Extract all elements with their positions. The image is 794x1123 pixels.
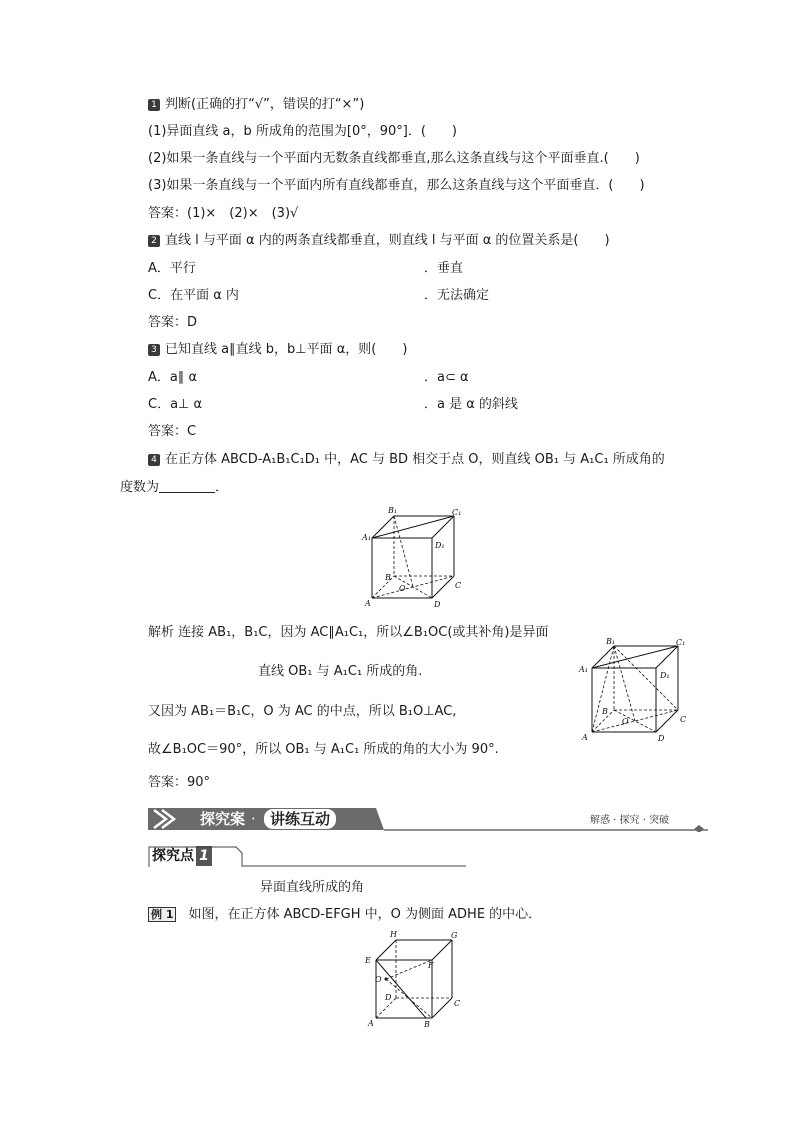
q4-prompt-line2 [120, 479, 228, 497]
answer-blank [159, 480, 215, 493]
fig3-label-h: H [390, 930, 397, 939]
fig1-label-d1: D₁ [435, 541, 445, 550]
fig1-label-c1: C₁ [452, 508, 462, 517]
q2-option-d: ．无法确定 [424, 288, 490, 303]
fig2-label-d: D [658, 734, 665, 743]
fig2-label-d1: D₁ [660, 671, 670, 680]
q1-prompt-text: 判断(正确的打“√”，错误的打“×”) [165, 97, 365, 112]
q1-prompt [148, 96, 364, 114]
fig3-label-f: F [428, 961, 434, 970]
fig1-label-a: A [365, 599, 371, 608]
q2-option-b: ．垂直 [424, 261, 464, 276]
fig2-label-a: A [582, 733, 588, 742]
q3-answer: 答案：C [148, 424, 197, 439]
banner-subtitle: 讲练互动 [264, 809, 336, 829]
section-tag-label: 探究点 [152, 848, 194, 864]
banner-title: 探究案 [200, 810, 246, 828]
fig1-label-d: D [434, 600, 441, 609]
q4-prompt-end: ． [215, 480, 229, 495]
q3-prompt-text: 已知直线 a∥直线 b，b⊥平面 α，则( ) [165, 342, 408, 357]
banner-dot: · [251, 810, 256, 828]
fig1-label-b1: B₁ [388, 506, 398, 515]
cube-figure-3 [362, 928, 466, 1032]
q1-answer: 答案：(1)× (2)× (3)√ [148, 206, 299, 221]
section-tag-frame [148, 846, 468, 868]
fig3-label-d: D [385, 993, 392, 1002]
fig2-label-b: B [602, 707, 608, 716]
q1-item-2: (2)如果一条直线与一个平面内无数条直线都垂直,那么这条直线与这个平面垂直.( ) [148, 151, 640, 166]
cube-figure-2 [576, 634, 694, 748]
example-text: 如图，在正方体 ABCD-EFGH 中，O 为侧面 ADHE 的中心． [188, 907, 542, 922]
fig1-label-o: O [399, 584, 406, 593]
fig2-label-a1: A₁ [579, 665, 588, 674]
section-heading: 异面直线所成的角 [260, 880, 365, 895]
q4-prompt-line2-text: 度数为 [120, 480, 160, 495]
fig3-label-a: A [368, 1019, 374, 1028]
fig1-label-a1: A₁ [362, 533, 371, 542]
fig2-label-o: O [622, 717, 629, 726]
q3-option-c: C．a⊥ α [148, 397, 203, 412]
q2-prompt [148, 232, 610, 250]
banner-right-text: 解惑 · 探究 · 突破 [590, 815, 670, 826]
q3-option-b: ．a⊂ α [424, 370, 469, 385]
cube-figure-1 [360, 504, 470, 610]
fig3-label-g: G [451, 931, 458, 940]
q1-badge: 1 [148, 99, 160, 111]
q3-option-a: A．a∥ α [148, 370, 198, 385]
fig2-label-c1: C₁ [676, 638, 686, 647]
fig3-label-e: E [365, 956, 371, 965]
section-tag-number: 1 [196, 846, 212, 866]
q4-prompt-text: 在正方体 ABCD-A₁B₁C₁D₁ 中，AC 与 BD 相交于点 O，则直线 OB₁ 与 A₁C₁ 所成角的 [165, 452, 665, 467]
q4-prompt-line1 [148, 451, 665, 469]
fig2-label-b1: B₁ [606, 637, 616, 646]
q4-analysis-line3: 又因为 AB₁＝B₁C，O 为 AC 的中点，所以 B₁O⊥AC, [148, 704, 457, 719]
q4-answer: 答案：90° [148, 775, 211, 790]
q2-option-c: C．在平面 α 内 [148, 288, 239, 303]
fig3-label-c: C [454, 999, 461, 1008]
q4-badge: 4 [148, 454, 160, 466]
q1-item-1: (1)异面直线 a，b 所成角的范围为[0°，90°]．( ) [148, 124, 457, 139]
q2-prompt-text: 直线 l 与平面 α 内的两条直线都垂直，则直线 l 与平面 α 的位置关系是( ) [165, 233, 610, 248]
q2-option-a: A．平行 [148, 261, 196, 276]
q4-analysis-line1: 解析 连接 AB₁，B₁C，因为 AC∥A₁C₁，所以∠B₁OC(或其补角)是异面 [148, 625, 549, 640]
fig1-label-c: C [455, 581, 462, 590]
q4-analysis-line4: 故∠B₁OC＝90°，所以 OB₁ 与 A₁C₁ 所成的角的大小为 90°. [148, 742, 499, 757]
fig3-label-o: O [375, 975, 382, 984]
example-badge: 例 1 [148, 907, 176, 922]
q2-answer: 答案：D [148, 315, 198, 330]
q2-badge: 2 [148, 235, 160, 247]
fig1-label-b: B [385, 573, 391, 582]
q4-analysis-line2: 直线 OB₁ 与 A₁C₁ 所成的角. [258, 664, 423, 679]
example-1 [148, 906, 541, 924]
q1-item-3: (3)如果一条直线与一个平面内所有直线都垂直，那么这条直线与这个平面垂直．( ) [148, 178, 645, 193]
q3-option-d: ．a 是 α 的斜线 [424, 397, 518, 412]
q3-prompt [148, 341, 407, 359]
fig2-label-c: C [680, 715, 687, 724]
q3-badge: 3 [148, 344, 160, 356]
fig3-label-b: B [424, 1020, 430, 1029]
section-banner [148, 806, 708, 832]
